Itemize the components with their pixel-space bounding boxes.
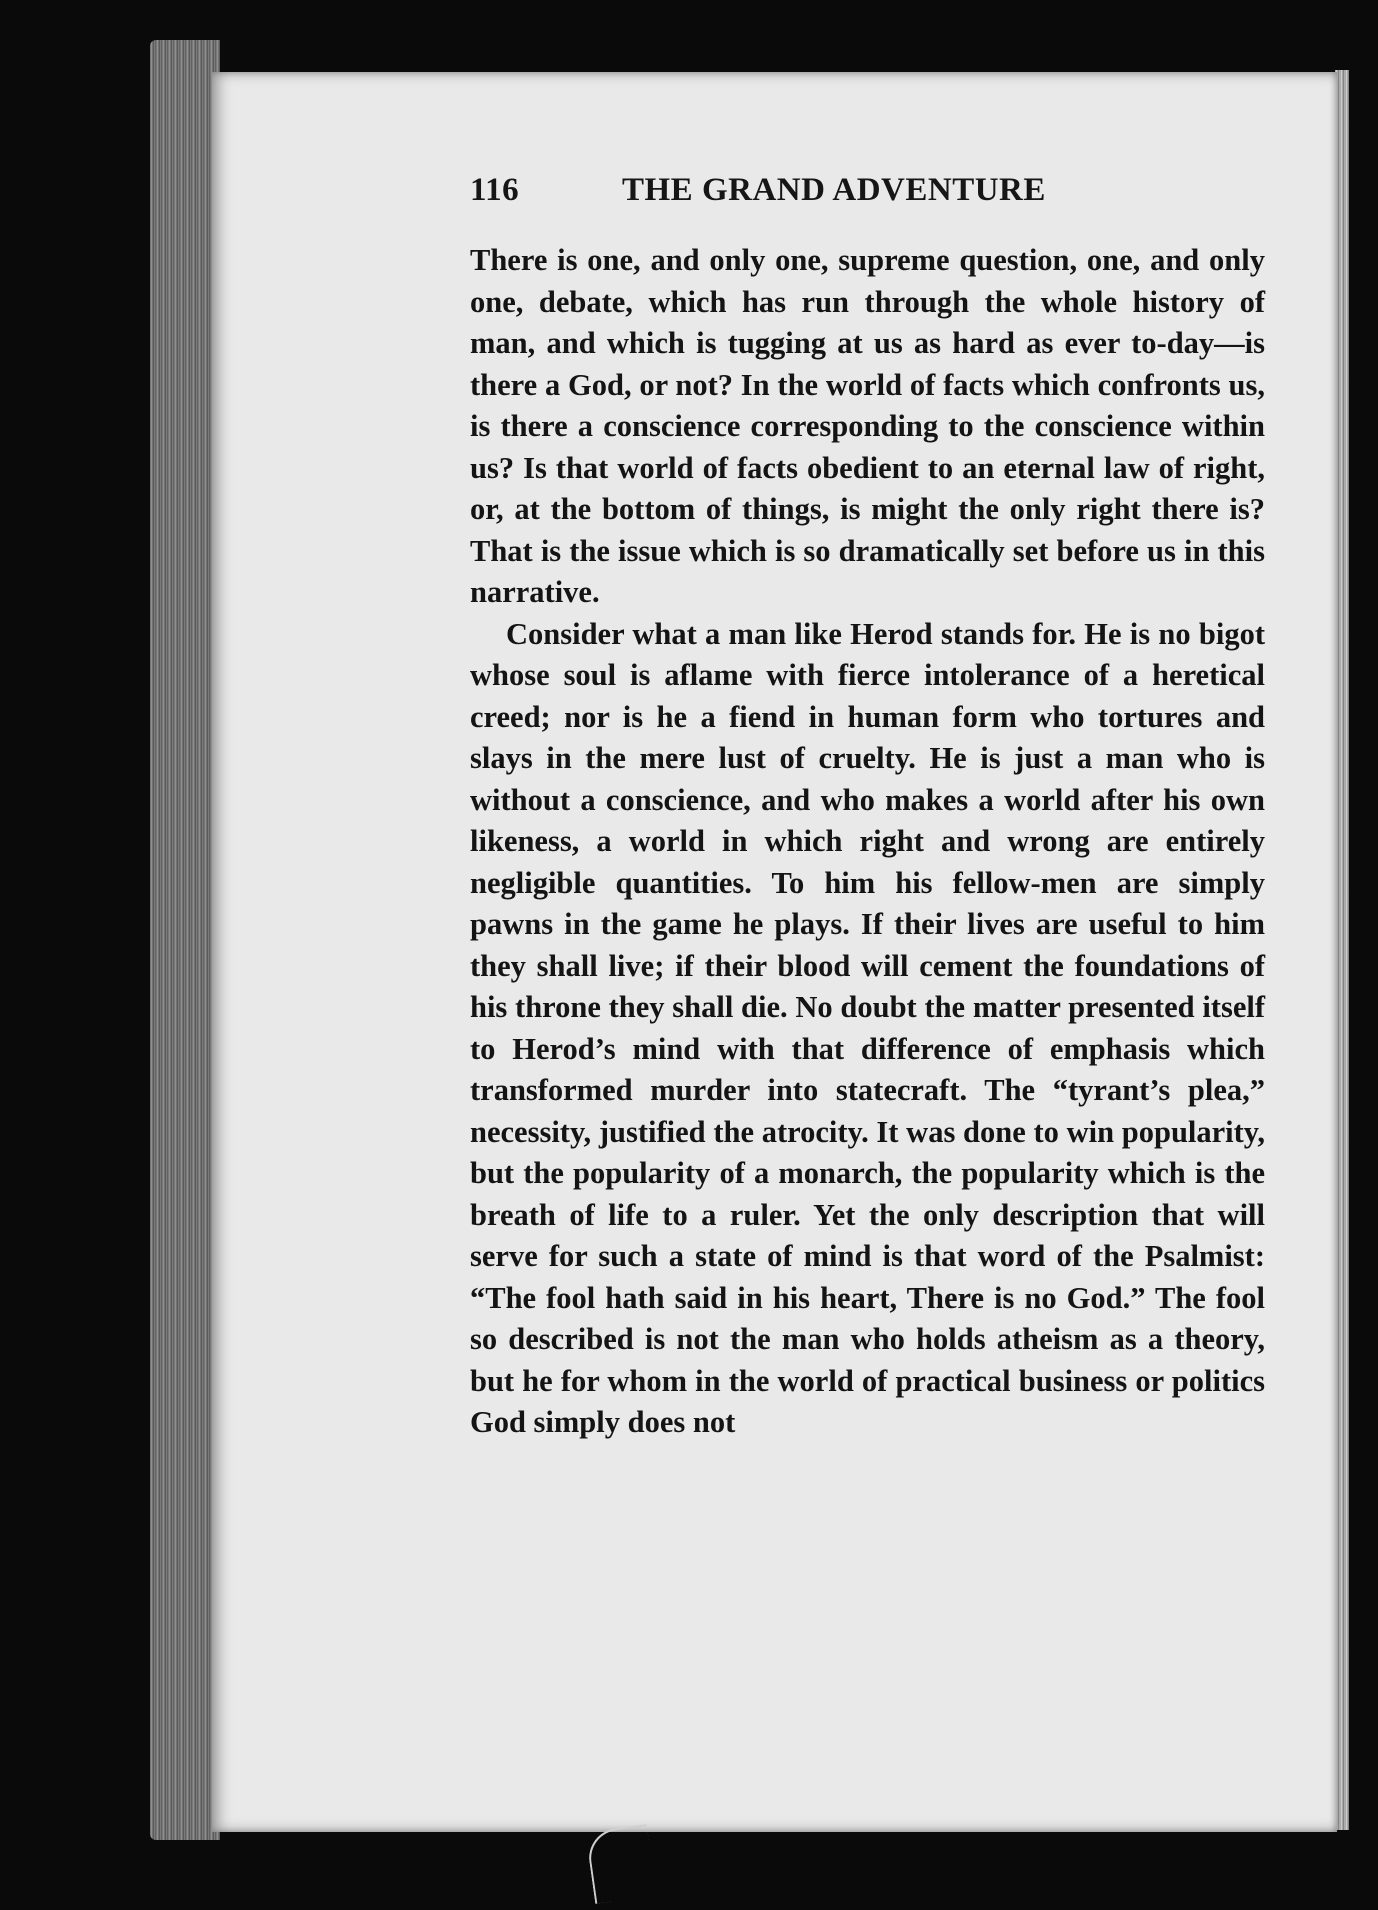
running-head xyxy=(470,172,1110,222)
body-text xyxy=(470,240,1265,1444)
scan-artifact xyxy=(585,1824,656,1904)
page-number: 116 xyxy=(470,172,520,208)
book-page-edges-right xyxy=(1335,70,1349,1830)
paragraph: Consider what a man like Herod stands for. He is no bigot whose soul is aflame with fierce intolerance of a heretical creed; nor is he a fiend in human form who tortures and slays in the mere lust of cruelty. He is just a man who is without a conscience, and who makes a world after his own likeness, a world in which right and wrong are entirely negligible quantities. To him his fellow-men are simply pawns in the game he plays. If their lives are useful to him they shall live; if their blood will cement the foundations of his throne they shall die. No doubt the matter presented itself to Herod’s mind with that difference of emphasis which transformed murder into statecraft. The “tyrant’s plea,” necessity, justified the atrocity. It was done to win popularity, but the popularity of a monarch, the popularity which is the breath of life to a ruler. Yet the only description that will serve for such a state of mind is that word of the Psalmist: “The fool hath said in his heart, There is no God.” The fool so described is not the man who holds atheism as a theory, but he for whom in the world of practical business or politics God simply does not xyxy=(470,616,1265,1439)
book-page-edges xyxy=(150,40,220,1840)
book-title: THE GRAND ADVENTURE xyxy=(622,172,1046,208)
paragraph: There is one, and only one, supreme question, one, and only one, debate, which has run through the whole history of man, and which is tugging at us as hard as ever to-day—is there a God, or not? In the world of facts which confronts us, is there a conscience corresponding to the conscience within us? Is that world of facts obedient to an eternal law of right, or, at the bottom of things, is might the only right there is? That is the issue which is so dramatically set before us in this narrative. xyxy=(470,243,1265,609)
